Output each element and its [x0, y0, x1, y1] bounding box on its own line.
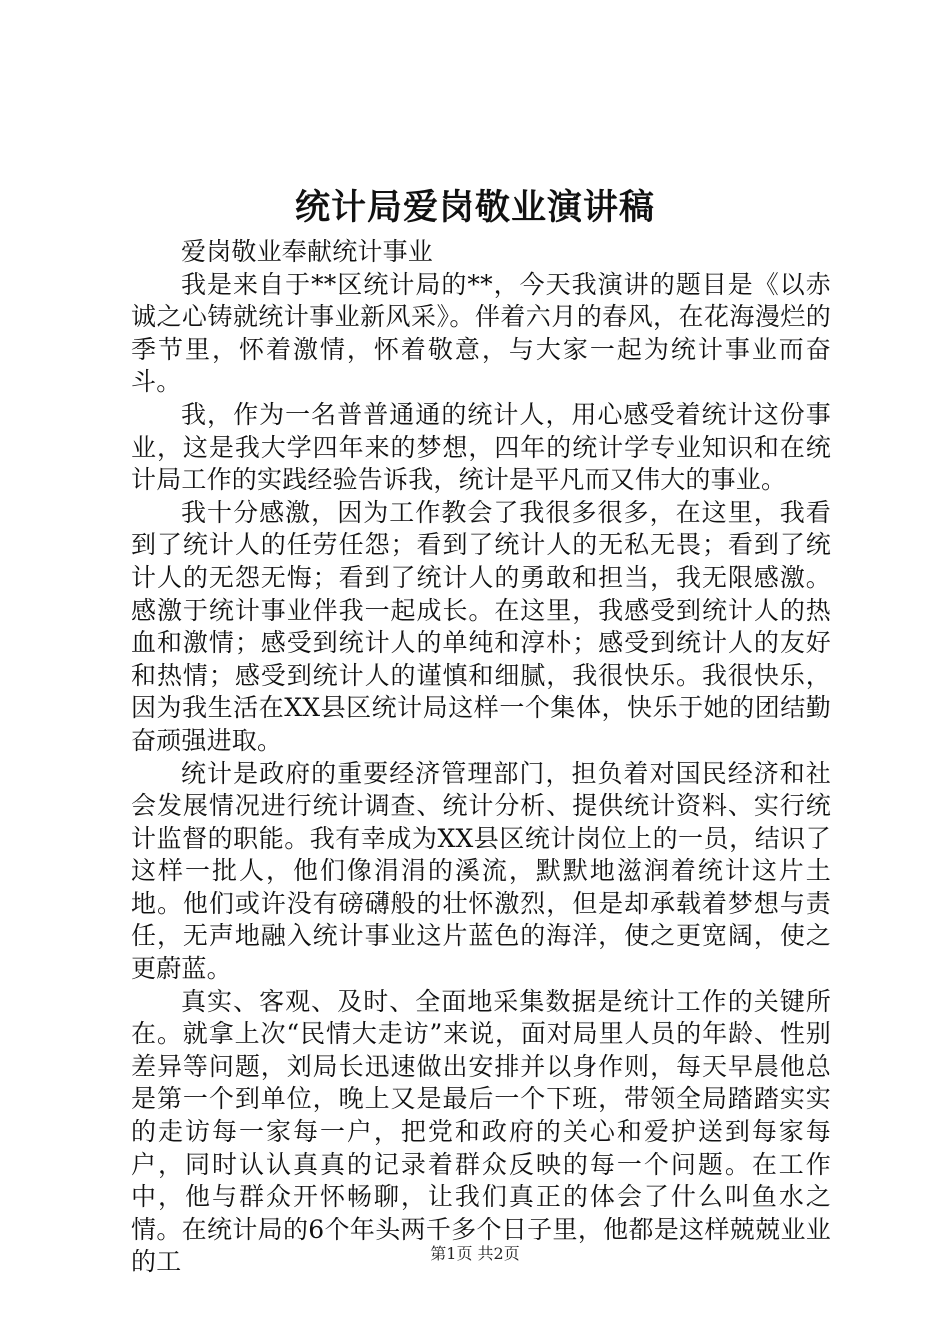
document-title: 统计局爱岗敬业演讲稿 [294, 188, 655, 228]
paragraph-2: 我，作为一名普普通通的统计人，用心感受着统计这份事业，这是我大学四年来的梦想，四年的统计学专业知识和在统计局工作的实践经验告诉我，统计是平凡而又伟大的事业。 [131, 399, 831, 495]
paragraph-5: 真实、客观、及时、全面地采集数据是统计工作的关键所在。就拿上次“民情大走访”来说，面对局里人员的年龄、性别差异等问题，刘局长迅速做出安排并以身作则，每天早晨他总是第一个到单位，晚上又是最后一个下班，带领全局踏踏实实的走访每一家每一户，把党和政府的关心和爱护送到每家每户，同时认认真真的记录着群众反映的每一个问题。在工作中，他与群众开怀畅聊，让我们真正的体会了什么叫鱼水之情。在统计局的6个年头两千多个日子里，他都是这样兢兢业业的工 [131, 986, 831, 1277]
paragraph-1: 我是来自于**区统计局的**，今天我演讲的题目是《以赤诚之心铸就统计事业新风采》。伴着六月的春风，在花海漫烂的季节里，怀着激情，怀着敬意，与大家一起为统计事业而奋斗。 [131, 269, 831, 397]
document-body [131, 236, 831, 1279]
paragraph-3: 我十分感激，因为工作教会了我很多很多，在这里，我看到了统计人的任劳任怨；看到了统计人的无私无畏；看到了统计人的无怨无悔；看到了统计人的勇敢和担当，我无限感激。感激于统计事业伴我一起成长。在这里，我感受到统计人的热血和激情；感受到统计人的单纯和淳朴；感受到统计人的友好和热情；感受到统计人的谨慎和细腻，我很快乐。我很快乐，因为我生活在XX县区统计局这样一个集体，快乐于她的团结勤奋顽强进取。 [131, 497, 831, 755]
page-indicator: 第1页 共2页 [430, 1244, 520, 1263]
document-subtitle: 爱岗敬业奉献统计事业 [181, 237, 434, 266]
paragraph-4: 统计是政府的重要经济管理部门，担负着对国民经济和社会发展情况进行统计调查、统计分析、提供统计资料、实行统计监督的职能。我有幸成为XX县区统计岗位上的一员，结识了这样一批人，他们像涓涓的溪流，默默地滋润着统计这片土地。他们或许没有磅礴般的壮怀激烈，但是却承载着梦想与责任，无声地融入统计事业这片蓝色的海洋，使之更宽阔，使之更蔚蓝。 [131, 758, 831, 984]
